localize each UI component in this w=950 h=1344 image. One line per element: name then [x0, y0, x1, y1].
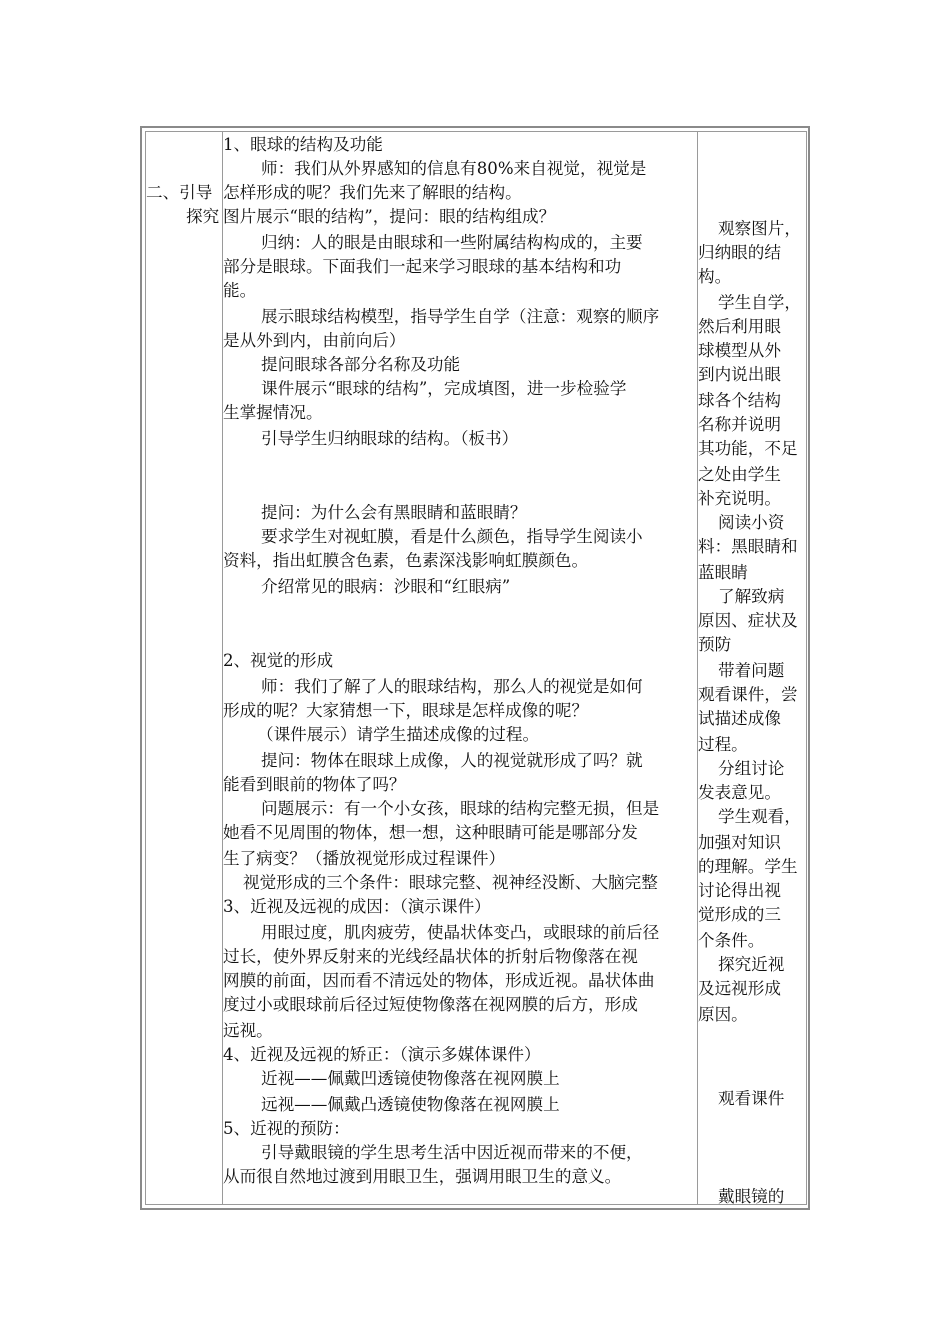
student-text-line: 其功能，不足	[698, 439, 798, 458]
teacher-text-line: 展示眼球结构模型，指导学生自学（注意：观察的顺序	[261, 307, 660, 326]
teacher-text-line: 部分是眼球。下面我们一起来学习眼球的基本结构和功	[223, 257, 622, 276]
teacher-text-line: 度过小或眼球前后径过短使物像落在视网膜的后方，形成	[223, 995, 638, 1014]
teacher-text-line: 远视——佩戴凸透镜使物像落在视网膜上	[261, 1095, 560, 1114]
teacher-text-line: 近视——佩戴凹透镜使物像落在视网膜上	[261, 1069, 560, 1088]
teacher-text-line: 介绍常见的眼病：沙眼和“红眼病”	[261, 577, 511, 596]
teacher-text-line: 4、近视及远视的矫正：（演示多媒体课件）	[223, 1045, 541, 1064]
student-text-line: 构。	[698, 267, 732, 286]
teacher-text-line: 她看不见周围的物体，想一想，这种眼睛可能是哪部分发	[223, 823, 638, 842]
student-text-line: 及远视形成	[698, 979, 781, 998]
section-label-line: 探究	[186, 207, 220, 226]
student-text-line: 了解致病	[718, 587, 785, 606]
teacher-text-line: 生掌握情况。	[223, 403, 323, 422]
teacher-text-line: 视觉形成的三个条件：眼球完整、视神经没断、大脑完整	[243, 873, 658, 892]
teacher-text-line: 引导戴眼镜的学生思考生活中因近视而带来的不便，	[261, 1143, 643, 1162]
student-text-line: 发表意见。	[698, 783, 781, 802]
student-activity-cell	[697, 131, 807, 1205]
teacher-text-line: 能看到眼前的物体了吗？	[223, 775, 406, 794]
teacher-text-line: 师：我们了解了人的眼球结构，那么人的视觉是如何	[261, 677, 643, 696]
student-text-line: 过程。	[698, 735, 748, 754]
teacher-text-line: 网膜的前面，因而看不清远处的物体，形成近视。晶状体曲	[223, 971, 655, 990]
teacher-text-line: 远视。	[223, 1021, 273, 1040]
teacher-text-line: 资料，指出虹膜含色素，色素深浅影响虹膜颜色。	[223, 551, 589, 570]
student-text-line: 探究近视	[718, 955, 785, 974]
teacher-text-line: 归纳：人的眼是由眼球和一些附属结构构成的，主要	[261, 233, 643, 252]
teacher-text-line: 2、视觉的形成	[223, 651, 334, 670]
student-text-line: 原因、症状及	[698, 611, 798, 630]
teacher-text-line: 用眼过度，肌肉疲劳，使晶状体变凸，或眼球的前后径	[261, 923, 660, 942]
teacher-text-line: 能。	[223, 281, 257, 300]
teacher-text-line: 提问眼球各部分名称及功能	[261, 355, 461, 374]
student-text-line: 学生观看，	[718, 807, 801, 826]
section-label-line: 二、引导	[146, 183, 213, 202]
section-cell	[145, 131, 223, 1205]
teacher-text-line: 1、眼球的结构及功能	[223, 135, 383, 154]
teacher-activity-cell	[222, 131, 698, 1205]
student-text-line: 然后利用眼	[698, 317, 781, 336]
student-text-line: 观察图片，	[718, 219, 801, 238]
student-text-line: 原因。	[698, 1005, 748, 1024]
teacher-text-line: 提问：为什么会有黑眼睛和蓝眼睛？	[261, 503, 527, 522]
student-text-line: 观看课件	[718, 1089, 785, 1108]
teacher-text-line: 是从外到内，由前向后）	[223, 331, 406, 350]
student-text-line: 学生自学，	[718, 293, 801, 312]
teacher-text-line: （课件展示）请学生描述成像的过程。	[257, 725, 540, 744]
teacher-text-line: 从而很自然地过渡到用眼卫生，强调用眼卫生的意义。	[223, 1167, 622, 1186]
teacher-text-line: 怎样形成的呢？我们先来了解眼的结构。	[223, 183, 522, 202]
student-text-line: 补充说明。	[698, 489, 781, 508]
student-text-line: 分组讨论	[718, 759, 785, 778]
teacher-text-line: 问题展示：有一个小女孩，眼球的结构完整无损，但是	[261, 799, 660, 818]
teacher-text-line: 图片展示“眼的结构”，提问：眼的结构组成？	[223, 207, 556, 226]
teacher-text-line: 过长，使外界反射来的光线经晶状体的折射后物像落在视	[223, 947, 638, 966]
teacher-text-line: 师：我们从外界感知的信息有80%来自视觉，视觉是	[261, 159, 647, 178]
student-text-line: 戴眼镜的	[718, 1187, 785, 1206]
teacher-text-line: 课件展示“眼球的结构”，完成填图，进一步检验学	[261, 379, 627, 398]
student-text-line: 加强对知识	[698, 833, 781, 852]
student-text-line: 料：黑眼睛和	[698, 537, 798, 556]
student-text-line: 蓝眼睛	[698, 563, 748, 582]
teacher-text-line: 生了病变？（播放视觉形成过程课件）	[223, 849, 506, 868]
student-text-line: 的理解。学生	[698, 857, 798, 876]
student-text-line: 到内说出眼	[698, 365, 781, 384]
student-text-line: 带着问题	[718, 661, 785, 680]
student-text-line: 归纳眼的结	[698, 243, 781, 262]
student-text-line: 名称并说明	[698, 415, 781, 434]
student-text-line: 预防	[698, 635, 732, 654]
student-text-line: 阅读小资	[718, 513, 785, 532]
student-text-line: 觉形成的三	[698, 905, 781, 924]
teacher-text-line: 提问：物体在眼球上成像，人的视觉就形成了吗？就	[261, 751, 643, 770]
student-text-line: 球各个结构	[698, 391, 781, 410]
teacher-text-line: 要求学生对视虹膜，看是什么颜色，指导学生阅读小	[261, 527, 643, 546]
student-text-line: 之处由学生	[698, 465, 781, 484]
teacher-text-line: 形成的呢？大家猜想一下，眼球是怎样成像的呢？	[223, 701, 589, 720]
teacher-text-line: 引导学生归纳眼球的结构。（板书）	[261, 429, 519, 448]
student-text-line: 观看课件，尝	[698, 685, 798, 704]
student-text-line: 试描述成像	[698, 709, 781, 728]
student-text-line: 讨论得出视	[698, 881, 781, 900]
teacher-text-line: 5、近视的预防：	[223, 1119, 350, 1138]
student-text-line: 球模型从外	[698, 341, 781, 360]
teacher-text-line: 3、近视及远视的成因：（演示课件）	[223, 897, 491, 916]
lesson-table	[140, 126, 810, 1210]
student-text-line: 个条件。	[698, 931, 765, 950]
